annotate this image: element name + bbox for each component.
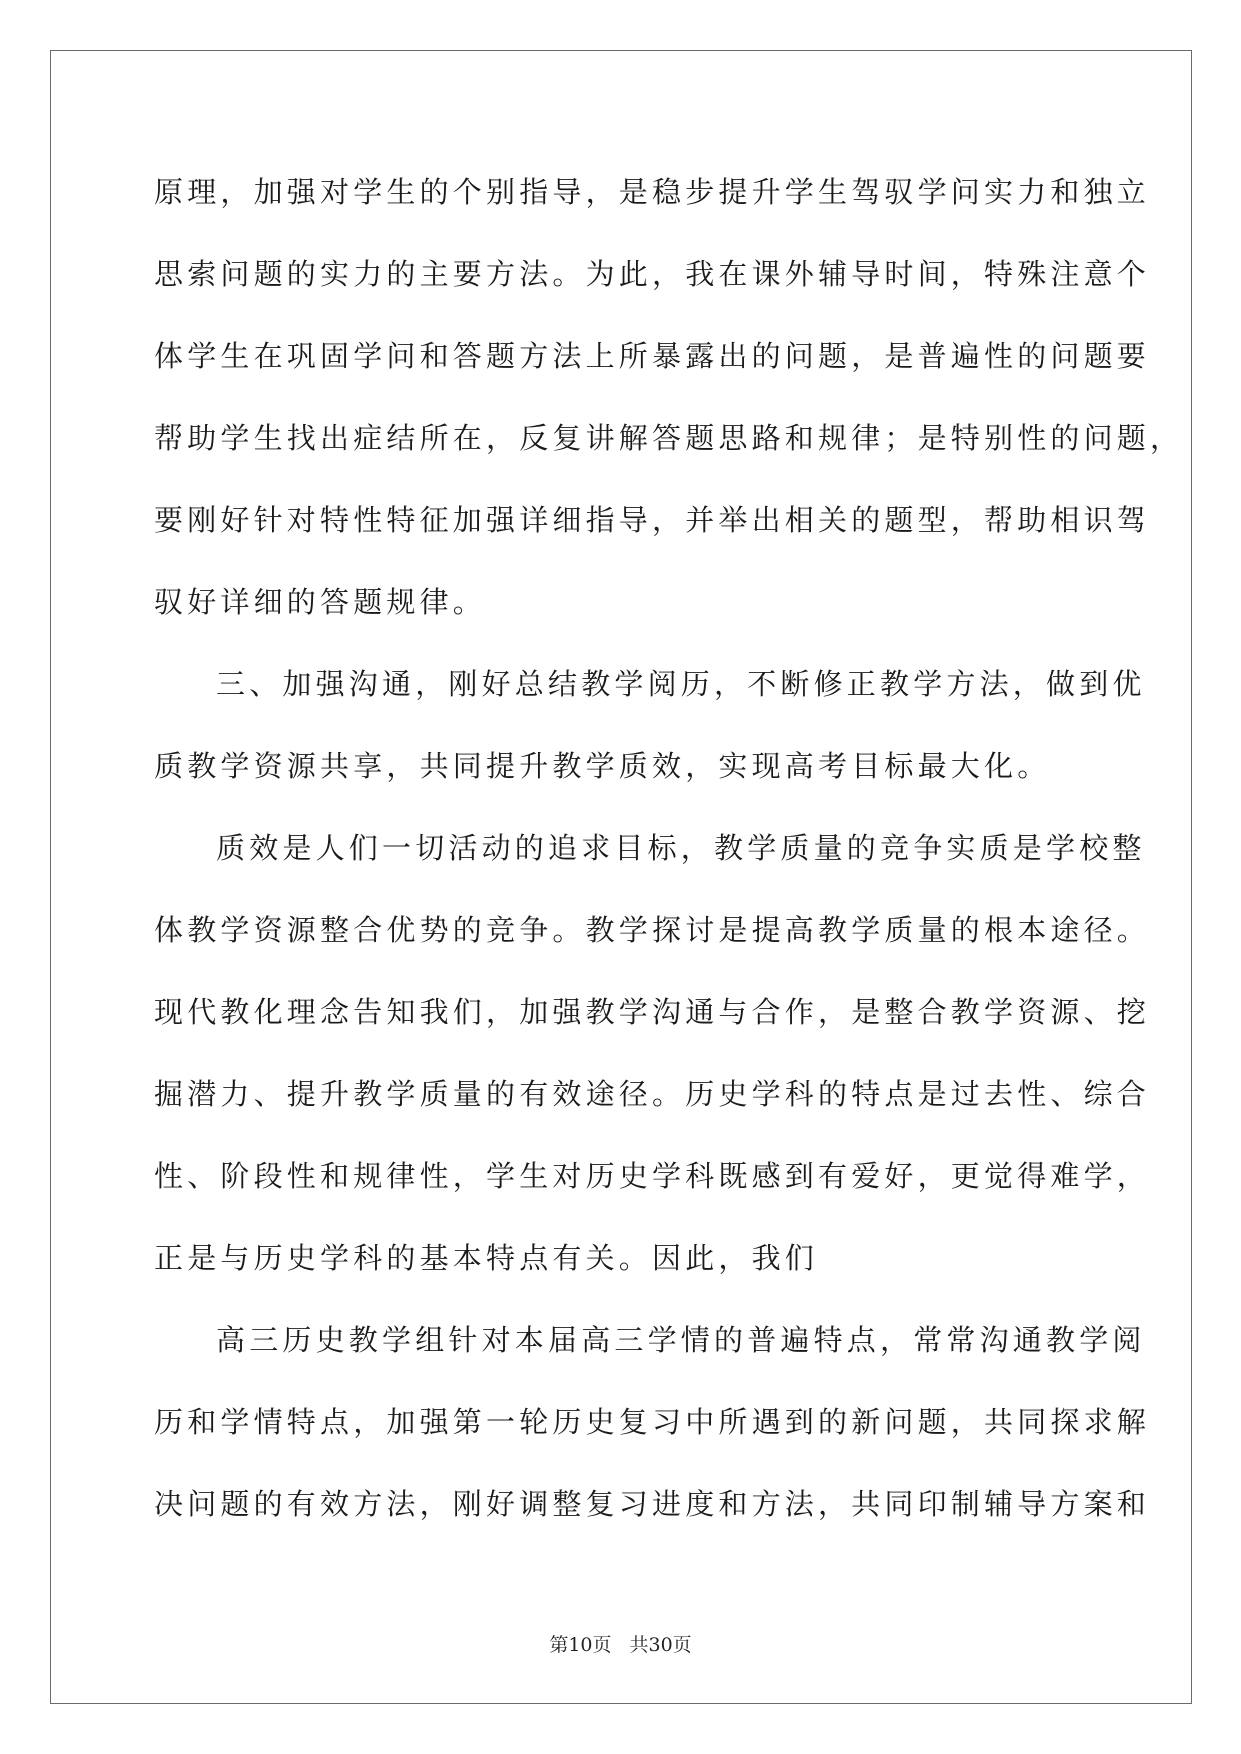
text-line: 体教学资源整合优势的竞争。教学探讨是提高教学质量的根本途径。: [154, 913, 1151, 947]
text-line: 驭好详细的答题规律。: [154, 585, 487, 619]
text-line: 历和学情特点，加强第一轮历史复习中所遇到的新问题，共同探求解: [154, 1405, 1151, 1439]
text-line: 决问题的有效方法，刚好调整复习进度和方法，共同印制辅导方案和: [154, 1487, 1151, 1521]
total-pages: 共30页: [629, 1634, 692, 1656]
text-line: 体学生在巩固学问和答题方法上所暴露出的问题，是普遍性的问题要: [154, 339, 1151, 373]
text-line: 掘潜力、提升教学质量的有效途径。历史学科的特点是过去性、综合: [154, 1077, 1151, 1111]
text-line: 性、阶段性和规律性，学生对历史学科既感到有爱好，更觉得难学，: [154, 1159, 1151, 1193]
document-body: [154, 162, 1184, 1556]
page-number: 第10页: [549, 1634, 612, 1656]
paragraph-first-line: 三、加强沟通，刚好总结教学阅历，不断修正教学方法，做到优: [216, 667, 1146, 701]
text-line: 帮助学生找出症结所在，反复讲解答题思路和规律；是特别性的问题，: [154, 421, 1184, 455]
paragraph-first-line: 质效是人们一切活动的追求目标，教学质量的竞争实质是学校整: [216, 831, 1146, 865]
text-line: 正是与历史学科的基本特点有关。因此，我们: [154, 1241, 819, 1275]
text-line: 要刚好针对特性特征加强详细指导，并举出相关的题型，帮助相识驾: [154, 503, 1151, 537]
page-footer: [0, 1630, 1241, 1657]
text-line: 原理，加强对学生的个别指导，是稳步提升学生驾驭学问实力和独立: [154, 175, 1151, 209]
text-line: 现代教化理念告知我们，加强教学沟通与合作，是整合教学资源、挖: [154, 995, 1151, 1029]
text-line: 质教学资源共享，共同提升教学质效，实现高考目标最大化。: [154, 749, 1051, 783]
paragraph-first-line: 高三历史教学组针对本届高三学情的普遍特点，常常沟通教学阅: [216, 1323, 1146, 1357]
text-line: 思索问题的实力的主要方法。为此，我在课外辅导时间，特殊注意个: [154, 257, 1151, 291]
